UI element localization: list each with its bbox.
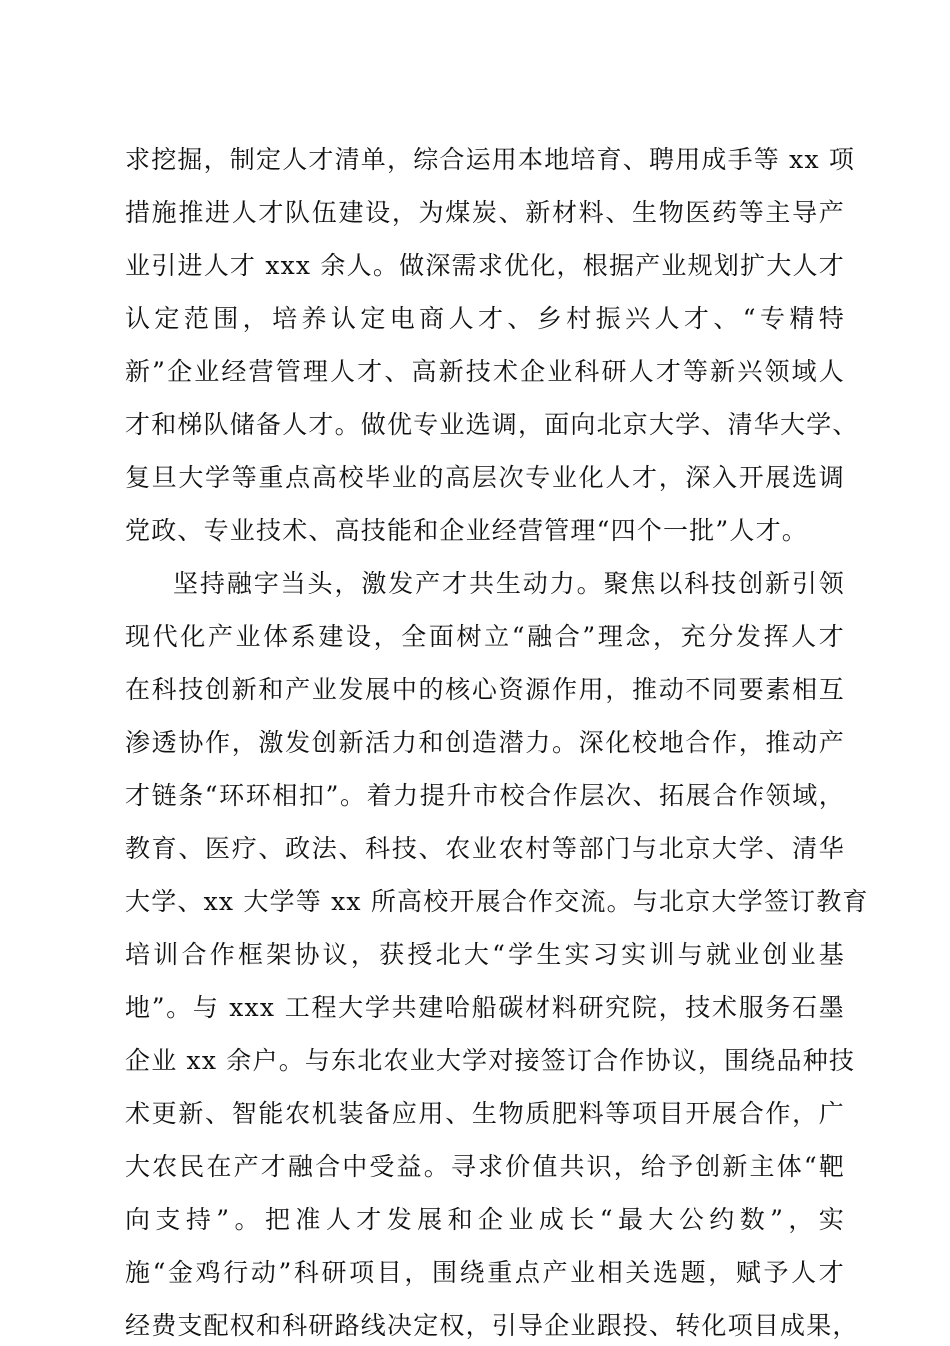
paragraph-2-line-15: 经费支配权和科研路线决定权，引导企业跟投、转化项目成果， <box>125 1311 859 1340</box>
paragraph-1-line-4: 认定范围，培养认定电商人才、乡村振兴人才、“专精特 <box>125 304 845 333</box>
paragraph-2-line-9: 地”。与 xxx 工程大学共建哈船碳材料研究院，技术服务石墨 <box>125 993 845 1022</box>
paragraph-1-line-3: 业引进人才 xxx 余人。做深需求优化，根据产业规划扩大人才 <box>125 251 845 280</box>
paragraph-2-line-13: 向支持”。把准人才发展和企业成长“最大公约数”，实 <box>125 1205 845 1234</box>
paragraph-2-line-8: 培训合作框架协议，获授北大“学生实习实训与就业创业基 <box>125 940 845 969</box>
paragraph-1-line-1: 求挖掘，制定人才清单，综合运用本地培育、聘用成手等 xx 项 <box>125 145 856 174</box>
paragraph-2-line-11: 术更新、智能农机装备应用、生物质肥料等项目开展合作，广 <box>125 1099 845 1128</box>
paragraph-1-line-8: 党政、专业技术、高技能和企业经营管理“四个一批”人才。 <box>125 516 808 545</box>
paragraph-2-line-1: 坚持融字当头，激发产才共生动力。聚焦以科技创新引领 <box>173 569 845 598</box>
paragraph-2-line-14: 施“金鸡行动”科研项目，围绕重点产业相关选题，赋予人才 <box>125 1258 845 1287</box>
paragraph-1-line-7: 复旦大学等重点高校毕业的高层次专业化人才，深入开展选调 <box>125 463 845 492</box>
paragraph-2-line-5: 才链条“环环相扣”。着力提升市校合作层次、拓展合作领域， <box>125 781 845 810</box>
paragraph-2-line-2: 现代化产业体系建设，全面树立“融合”理念，充分发挥人才 <box>125 622 845 651</box>
paragraph-2-line-10: 企业 xx 余户。与东北农业大学对接签订合作协议，围绕品种技 <box>125 1046 856 1075</box>
paragraph-2-line-4: 渗透协作，激发创新活力和创造潜力。深化校地合作，推动产 <box>125 728 845 757</box>
paragraph-1-line-2: 措施推进人才队伍建设，为煤炭、新材料、生物医药等主导产 <box>125 198 845 227</box>
paragraph-2-line-6: 教育、医疗、政法、科技、农业农村等部门与北京大学、清华 <box>125 834 845 863</box>
paragraph-2-line-7: 大学、xx 大学等 xx 所高校开展合作交流。与北京大学签订教育 <box>125 887 869 916</box>
paragraph-1-line-6: 才和梯队储备人才。做优专业选调，面向北京大学、清华大学、 <box>125 410 859 439</box>
paragraph-2-line-3: 在科技创新和产业发展中的核心资源作用，推动不同要素相互 <box>125 675 845 704</box>
paragraph-2-line-12: 大农民在产才融合中受益。寻求价值共识，给予创新主体“靶 <box>125 1152 845 1181</box>
paragraph-1-line-5: 新”企业经营管理人才、高新技术企业科研人才等新兴领域人 <box>125 357 845 386</box>
